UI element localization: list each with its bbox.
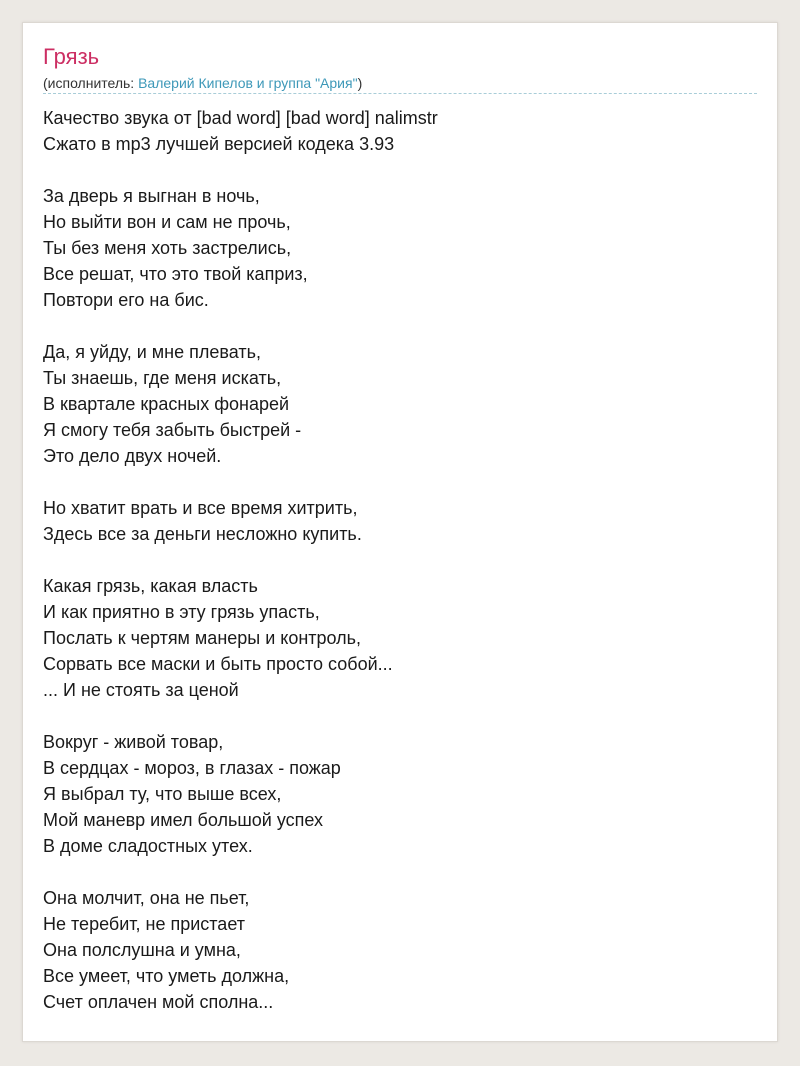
lyric-line: Послать к чертям манеры и контроль,	[43, 628, 362, 648]
stanza-3	[43, 339, 757, 469]
stanza-5	[43, 573, 757, 703]
lyrics-text	[43, 105, 757, 1041]
lyric-line: Не теребит, не пристает	[43, 914, 245, 934]
lyric-line: ... И не стоять за ценой	[43, 680, 239, 700]
lyric-line: Все решат, что это твой каприз,	[43, 264, 308, 284]
lyric-line: За дверь я выгнан в ночь,	[43, 186, 260, 206]
stanza-6	[43, 729, 757, 859]
stanza-1	[43, 105, 757, 157]
lyric-line: Все умеет, что уметь должна,	[43, 966, 290, 986]
byline-prefix: (исполнитель:	[43, 75, 139, 91]
stanza-2	[43, 183, 757, 313]
lyric-line: Качество звука от [bad word] [bad word] nalimstr	[43, 108, 438, 128]
lyric-line: Ты знаешь, где меня искать,	[43, 368, 282, 388]
title-divider	[43, 93, 757, 94]
lyric-line: В сердцах - мороз, в глазах - пожар	[43, 758, 341, 778]
lyric-line: Но выйти вон и сам не прочь,	[43, 212, 291, 232]
lyric-line: Здесь все за деньги несложно купить.	[43, 524, 362, 544]
lyric-line: Ты без меня хоть застрелись,	[43, 238, 292, 258]
lyric-line: Но хватит врать и все время хитрить,	[43, 498, 358, 518]
stanza-4	[43, 495, 757, 547]
lyric-line: Я смогу тебя забыть быстрей -	[43, 420, 302, 440]
artist-link[interactable]: Валерий Кипелов и группа "Ария"	[138, 75, 358, 91]
lyric-line: И как приятно в эту грязь упасть,	[43, 602, 320, 622]
lyrics-card	[22, 22, 778, 1042]
lyric-line: Сжато в mp3 лучшей версией кодека 3.93	[43, 134, 395, 154]
lyric-line: Это дело двух ночей.	[43, 446, 222, 466]
song-byline	[43, 74, 362, 92]
lyric-line: Она молчит, она не пьет,	[43, 888, 250, 908]
lyric-line: В квартале красных фонарей	[43, 394, 290, 414]
byline-suffix: )	[357, 75, 363, 91]
lyric-line: Я выбрал ту, что выше всех,	[43, 784, 282, 804]
lyric-line: Сорвать все маски и быть просто собой...	[43, 654, 393, 674]
lyric-line: Какая грязь, какая власть	[43, 576, 258, 596]
stanza-7	[43, 885, 757, 1015]
song-title: Грязь	[43, 44, 100, 69]
lyric-line: Повтори его на бис.	[43, 290, 209, 310]
lyric-line: Да, я уйду, и мне плевать,	[43, 342, 261, 362]
lyric-line: Счет оплачен мой сполна...	[43, 992, 274, 1012]
lyric-line: Она полслушна и умна,	[43, 940, 241, 960]
lyric-line: Мой маневр имел большой успех	[43, 810, 323, 830]
lyric-line: Вокруг - живой товар,	[43, 732, 224, 752]
lyric-line: В доме сладостных утех.	[43, 836, 253, 856]
